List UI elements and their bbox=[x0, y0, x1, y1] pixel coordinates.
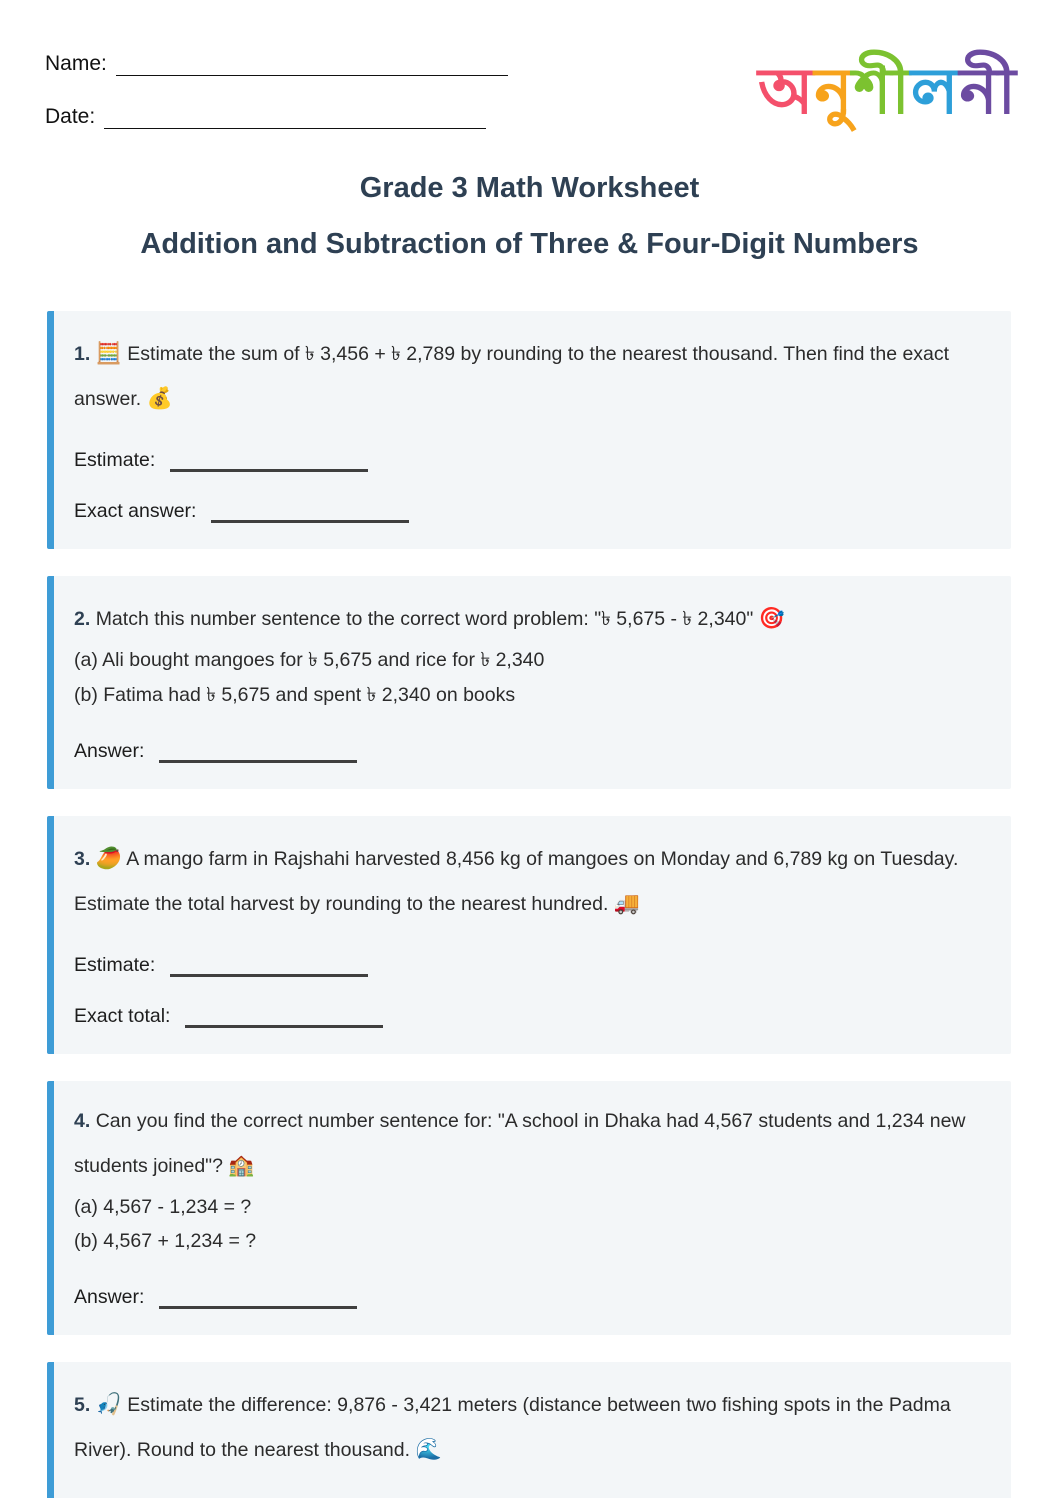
answer-row bbox=[74, 740, 985, 763]
answer-row bbox=[74, 1286, 985, 1309]
question-3 bbox=[47, 816, 1011, 1054]
fishing-pole-icon: 🎣 bbox=[95, 1393, 122, 1417]
question-4 bbox=[47, 1081, 1011, 1335]
question-5-text bbox=[74, 1382, 985, 1472]
question-5 bbox=[47, 1362, 1011, 1498]
exact-answer-label: Exact answer: bbox=[74, 500, 197, 523]
answer-blank-line bbox=[185, 1009, 383, 1028]
question-2-option-b: (b) Fatima had ৳ 5,675 and spent ৳ 2,340 on books bbox=[74, 683, 516, 706]
logo-letter: শী bbox=[853, 55, 911, 127]
question-4-option-a: (a) 4,567 - 1,234 = ? bbox=[74, 1196, 252, 1219]
page-subtitle: Addition and Subtraction of Three & Four-Digit Numbers bbox=[140, 228, 919, 260]
question-3-number: 3. bbox=[74, 847, 91, 870]
date-label: Date: bbox=[45, 105, 96, 128]
answer-blank-line bbox=[159, 744, 357, 763]
question-1-text bbox=[74, 331, 985, 421]
worksheet-header bbox=[0, 0, 1059, 129]
question-2-number: 2. bbox=[74, 608, 91, 631]
wave-icon: 🌊 bbox=[415, 1438, 442, 1462]
question-3-body: A mango farm in Rajshahi harvested 8,456 kg of mangoes on Monday and 6,789 kg on Tuesday. Estimate the total harvest by rounding to the nearest hundred. bbox=[74, 847, 959, 915]
question-1 bbox=[47, 311, 1011, 549]
target-icon: 🎯 bbox=[758, 607, 785, 631]
question-4-text bbox=[74, 1101, 985, 1188]
question-4-option-b: (b) 4,567 + 1,234 = ? bbox=[74, 1230, 257, 1253]
answer-blank-line bbox=[159, 1290, 357, 1309]
money-bag-icon: 💰 bbox=[146, 387, 173, 411]
question-2-body: Match this number sentence to the correct word problem: "৳ 5,675 - ৳ 2,340" bbox=[95, 608, 754, 631]
delivery-truck-icon: 🚚 bbox=[613, 891, 640, 915]
question-5-body: Estimate the difference: 9,876 - 3,421 meters (distance between two fishing spots in the Padma River). Round to the nearest thousand. bbox=[74, 1394, 951, 1462]
answer-blank-line bbox=[170, 958, 368, 977]
answer-blank-line bbox=[170, 453, 368, 472]
question-2 bbox=[47, 576, 1011, 788]
abacus-icon: 🧮 bbox=[95, 342, 122, 365]
question-4-body: Can you find the correct number sentence for: "A school in Dhaka had 4,567 students and 1,234 new students joined"? bbox=[74, 1109, 966, 1177]
name-label: Name: bbox=[45, 52, 107, 75]
answer-row bbox=[74, 449, 985, 472]
question-2-option-a: (a) Ali bought mangoes for ৳ 5,675 and rice for ৳ 2,340 bbox=[74, 649, 545, 672]
page-title: Grade 3 Math Worksheet bbox=[359, 172, 700, 204]
logo-letter: নু bbox=[814, 55, 854, 127]
logo-letter: অ bbox=[757, 55, 815, 127]
question-2-text bbox=[74, 596, 985, 641]
estimate-label: Estimate: bbox=[74, 953, 156, 976]
answer-blank-line bbox=[211, 504, 409, 523]
answer-row bbox=[74, 1005, 985, 1028]
answer-row bbox=[74, 500, 985, 523]
answer-label: Answer: bbox=[74, 739, 145, 762]
question-5-number: 5. bbox=[74, 1394, 91, 1417]
answer-row bbox=[74, 954, 985, 977]
logo-letter: ল bbox=[910, 55, 960, 127]
logo-letter: নী bbox=[959, 55, 1017, 127]
exact-total-label: Exact total: bbox=[74, 1004, 171, 1027]
question-1-body: Estimate the sum of ৳ 3,456 + ৳ 2,789 by rounding to the nearest thousand. Then find the exact answer. bbox=[74, 343, 950, 411]
question-3-text bbox=[74, 836, 985, 926]
answer-label: Answer: bbox=[74, 1286, 145, 1309]
name-blank-line bbox=[116, 55, 508, 76]
estimate-label: Estimate: bbox=[74, 449, 156, 472]
logo bbox=[758, 40, 1017, 142]
question-1-number: 1. bbox=[74, 343, 91, 365]
question-4-number: 4. bbox=[74, 1109, 91, 1132]
mango-icon: 🥭 bbox=[95, 846, 122, 870]
question-list bbox=[0, 311, 1059, 1498]
school-icon: 🏫 bbox=[228, 1153, 255, 1177]
date-blank-line bbox=[104, 108, 486, 129]
